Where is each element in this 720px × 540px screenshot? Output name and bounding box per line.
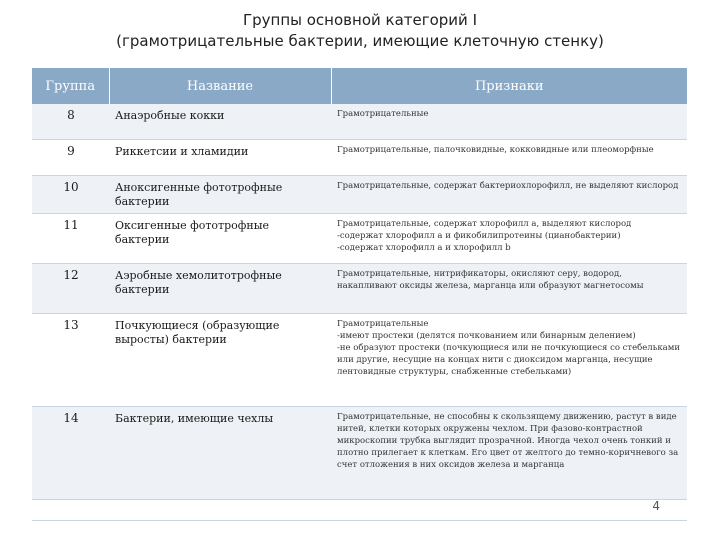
group-number: 8 <box>32 104 109 139</box>
group-name: Риккетсии и хламидии <box>109 139 331 175</box>
table-row <box>32 213 687 263</box>
table-header <box>32 68 687 104</box>
page-title <box>0 10 720 52</box>
title-line-2: (грамотрицательные бактерии, имеющие клеточную стенку) <box>116 32 604 50</box>
group-name: Анаэробные кокки <box>109 104 331 139</box>
feature-line: Грамотрицательные <box>337 109 429 119</box>
group-name: Аноксигенные фототрофные бактерии <box>109 175 331 213</box>
table-row <box>32 406 687 499</box>
group-features <box>331 139 687 175</box>
group-number: 12 <box>32 263 109 313</box>
group-number: 14 <box>32 406 109 499</box>
group-number: 9 <box>32 139 109 175</box>
group-number: 13 <box>32 313 109 406</box>
bacteria-table <box>32 68 687 500</box>
feature-line: Грамотрицательные, палочковидные, кокковидные или плеоморфные <box>337 144 654 155</box>
group-features <box>331 213 687 263</box>
feature-line: Грамотрицательные, не способны к скользящему движению, растут в виде нитей, клетки которых окружены чехлом. При фазово-контрастной микроскопии трубка выглядит прозрачной. Иногда чехол очень тонкий и плотно прилегает к клеткам. Его цвет от желтого до темно-коричневого за счет отложения в них оксидов железа и марганца <box>337 411 679 470</box>
table-row <box>32 263 687 313</box>
feature-line: Грамотрицательные, содержат хлорофилл a, выделяют кислород <box>337 218 632 229</box>
header-features: Признаки <box>331 68 687 104</box>
header-row <box>32 68 687 104</box>
feature-line: Грамотрицательные, содержат бактериохлорофилл, не выделяют кислород <box>337 180 679 191</box>
group-features <box>331 104 687 139</box>
group-number: 11 <box>32 213 109 263</box>
feature-line: Грамотрицательные <box>337 318 429 329</box>
header-group: Группа <box>32 68 109 104</box>
title-line-1: Группы основной категорий I <box>242 11 477 29</box>
group-features <box>331 175 687 213</box>
feature-line: Грамотрицательные, нитрификаторы, окисляют серу, водород, накапливают оксиды железа, марганца или образуют магнетосомы <box>337 268 644 291</box>
table-row <box>32 104 687 139</box>
group-name: Оксигенные фототрофные бактерии <box>109 213 331 263</box>
group-features <box>331 313 687 406</box>
table-row <box>32 139 687 175</box>
group-name: Аэробные хемолитотрофные бактерии <box>109 263 331 313</box>
feature-line: -имеют простеки (делятся почкованием или бинарным делением) <box>337 330 636 341</box>
group-features <box>331 263 687 313</box>
table-row <box>32 313 687 406</box>
bottom-divider <box>32 520 687 521</box>
table-body <box>32 104 687 499</box>
page-number: 4 <box>652 499 660 513</box>
group-name: Бактерии, имеющие чехлы <box>109 406 331 499</box>
group-number: 10 <box>32 175 109 213</box>
feature-line: -содержат хлорофилл a и фикобилипротеины (цианобактерии) <box>337 230 621 241</box>
group-name: Почкующиеся (образующие выросты) бактерии <box>109 313 331 406</box>
group-features <box>331 406 687 499</box>
feature-line: -не образуют простеки (почкующиеся или не почкующиеся со стебельками или другие, несущие на концах нити с диоксидом марганца, несущие лентовидные структуры, снабженные стебельками) <box>337 342 680 377</box>
header-name: Название <box>109 68 331 104</box>
feature-line: -содержат хлорофилл a и хлорофилл b <box>337 242 511 253</box>
table-row <box>32 175 687 213</box>
